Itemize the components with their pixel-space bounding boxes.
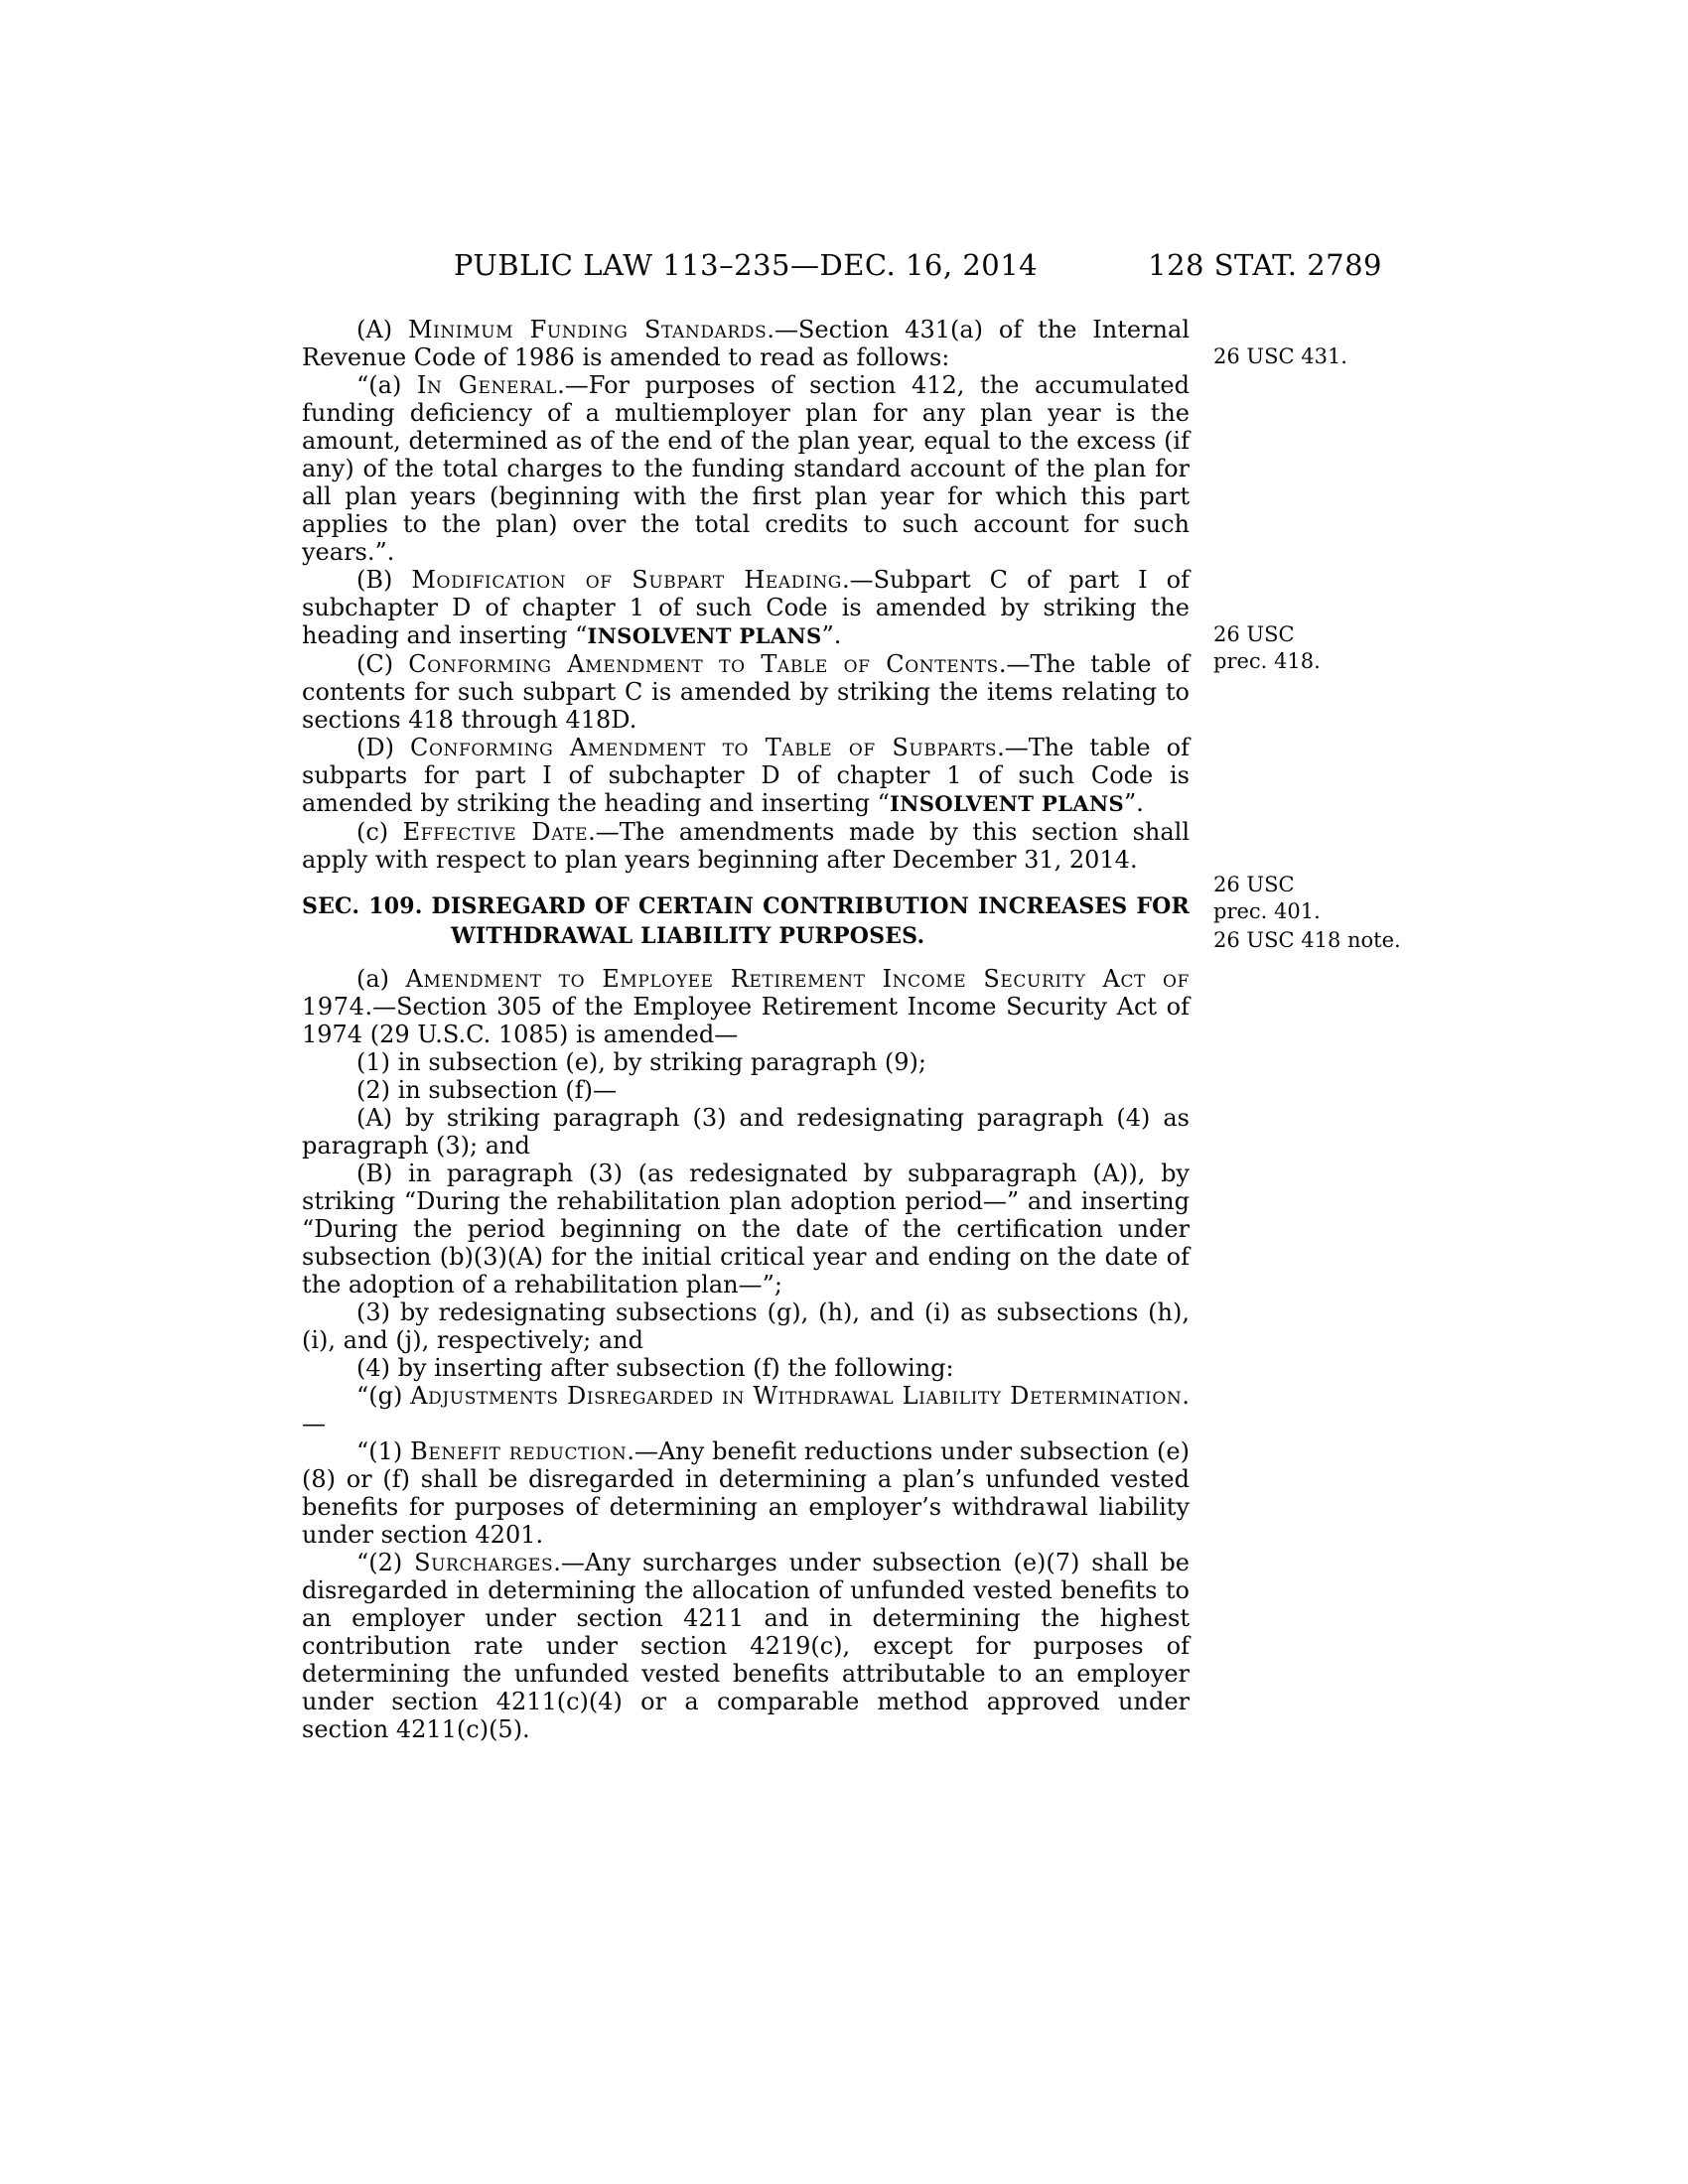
paragraph-text: .—Any benefit reductions under subsection (e)(8) or (f) shall be disregarded in determining a plan’s unfunded vested benefits for purposes of determining an employer’s withdrawal liability under section 4201.	[302, 1437, 1190, 1549]
paragraph-text: .—Section 431(a) of the Internal Revenue Code of 1986 is amended to read as follows:	[302, 316, 1190, 371]
paragraph-text: .—The table of subparts for part I of subchapter D of chapter 1 of such Code is amended by striking the heading and inserting “	[302, 734, 1190, 817]
paragraph-text: .—Section 305 of the Employee Retirement Income Security Act of 1974 (29 U.S.C. 1085) is amended—	[302, 993, 1190, 1048]
paragraph-label: (c)	[356, 818, 403, 846]
small-caps-heading: Minimum Funding Standards	[407, 316, 768, 343]
margin-note-26-usc-prec-418	[1213, 621, 1412, 675]
small-caps-heading: Adjustments Disregarded in Withdrawal Liability Determination	[410, 1382, 1183, 1410]
margin-note-line: 26 USC 431.	[1213, 344, 1347, 368]
running-header-stat-number: 128 STAT. 2789	[1148, 248, 1382, 282]
subparagraph-C-conforming-amendment-contents	[302, 650, 1190, 734]
paragraph-label: (C)	[356, 650, 409, 678]
paragraph-label: “(g)	[356, 1382, 411, 1410]
quoted-paragraph-2-surcharges	[302, 1549, 1190, 1743]
clause-3: (3) by redesignating subsections (g), (h), and (i) as subsections (h), (i), and (j), respectively; and	[302, 1298, 1190, 1354]
small-caps-heading: Conforming Amendment to Table of Contents	[408, 650, 999, 678]
quoted-subsection-a-in-general	[302, 371, 1190, 566]
paragraph-text: .—The amendments made by this section shall apply with respect to plan years beginning after December 31, 2014.	[302, 818, 1190, 874]
paragraph-text: .—For purposes of section 412, the accumulated funding deficiency of a multiemployer plan for any plan year is the amount, determined as of the end of the plan year, equal to the excess (if any) of the total charges to the funding standard account of the plan for all plan years (beginning with the first plan year for which this part applies to the plan) over the total credits to such account for such years.”.	[302, 371, 1190, 566]
quoted-paragraph-1-benefit-reduction	[302, 1437, 1190, 1549]
subsection-a-amendment-to-erisa	[302, 965, 1190, 1048]
margin-note-line: 26 USC	[1213, 873, 1295, 896]
paragraph-text: ”.	[1124, 789, 1144, 817]
margin-note-26-usc-431	[1213, 343, 1412, 370]
subsection-c-effective-date	[302, 818, 1190, 874]
small-caps-heading: Effective Date	[402, 818, 589, 846]
running-header-law-title: PUBLIC LAW 113–235—DEC. 16, 2014	[453, 248, 1039, 282]
paragraph-label: “(1)	[356, 1437, 411, 1465]
inserted-heading-insolvent-plans: INSOLVENT PLANS	[587, 623, 822, 648]
inserted-heading-insolvent-plans: INSOLVENT PLANS	[889, 791, 1125, 816]
margin-note-line: 26 USC	[1213, 622, 1295, 646]
paragraph-label: “(a)	[356, 371, 417, 399]
paragraph-text: .—	[302, 1382, 1190, 1437]
small-caps-heading: Modification of Subpart Heading	[411, 566, 842, 594]
clause-2-subparagraph-A: (A) by striking paragraph (3) and redesignating paragraph (4) as paragraph (3); and	[302, 1104, 1190, 1160]
margin-note-line: prec. 418.	[1213, 649, 1321, 673]
margin-note-line: 26 USC 418 note.	[1213, 928, 1401, 952]
subparagraph-D-conforming-amendment-subparts	[302, 734, 1190, 818]
paragraph-text: ”.	[821, 621, 842, 649]
subparagraph-B-modification-of-subpart-heading	[302, 566, 1190, 650]
clause-2-subparagraph-B: (B) in paragraph (3) (as redesignated by subparagraph (A)), by striking “During the rehabilitation plan adoption period—” and inserting “During the period beginning on the date of the certification under subsection (b)(3)(A) for the initial critical year and ending on the date of the adoption of a rehabilitation plan—”;	[302, 1160, 1190, 1298]
paragraph-label: (A)	[356, 316, 408, 343]
section-109-heading: SEC. 109. DISREGARD OF CERTAIN CONTRIBUTION INCREASES FOR WITHDRAWAL LIABILITY PURPOSES.	[302, 893, 1190, 949]
clause-2: (2) in subsection (f)—	[356, 1076, 617, 1104]
small-caps-heading: Surcharges	[414, 1549, 554, 1576]
paragraph-label: “(2)	[356, 1549, 415, 1576]
paragraph-text: .—Any surcharges under subsection (e)(7) shall be disregarded in determining the allocation of unfunded vested benefits to an employer under section 4211 and in determining the highest contribution rate under section 4219(c), except for purposes of determining the unfunded vested benefits attributable to an employer under section 4211(c)(4) or a comparable method approved under section 4211(c)(5).	[302, 1549, 1190, 1743]
paragraph-label: (B)	[356, 566, 412, 594]
small-caps-heading: Amendment to Employee Retirement Income Security Act of 1974	[302, 965, 1190, 1021]
paragraph-text: .—The table of contents for such subpart C is amended by striking the items relating to sections 418 through 418D.	[302, 650, 1190, 734]
clause-1: (1) in subsection (e), by striking paragraph (9);	[356, 1048, 926, 1076]
body-column	[302, 316, 1190, 1743]
paragraph-text: .—Subpart C of part I of subchapter D of chapter 1 of such Code is amended by striking the heading and inserting “	[302, 566, 1190, 649]
margin-note-26-usc-418-note	[1213, 927, 1412, 954]
paragraph-label: (D)	[356, 734, 410, 761]
margin-note-line: prec. 401.	[1213, 899, 1321, 923]
small-caps-heading: Benefit reduction	[410, 1437, 628, 1465]
quoted-subsection-g-adjustments-disregarded	[302, 1382, 1190, 1437]
margin-note-26-usc-prec-401	[1213, 872, 1412, 925]
small-caps-heading: In General	[416, 371, 558, 399]
clause-4: (4) by inserting after subsection (f) the following:	[356, 1354, 954, 1382]
subparagraph-A-minimum-funding-standards	[302, 316, 1190, 371]
paragraph-label: (a)	[356, 965, 406, 993]
small-caps-heading: Conforming Amendment to Table of Subparts	[410, 734, 998, 761]
